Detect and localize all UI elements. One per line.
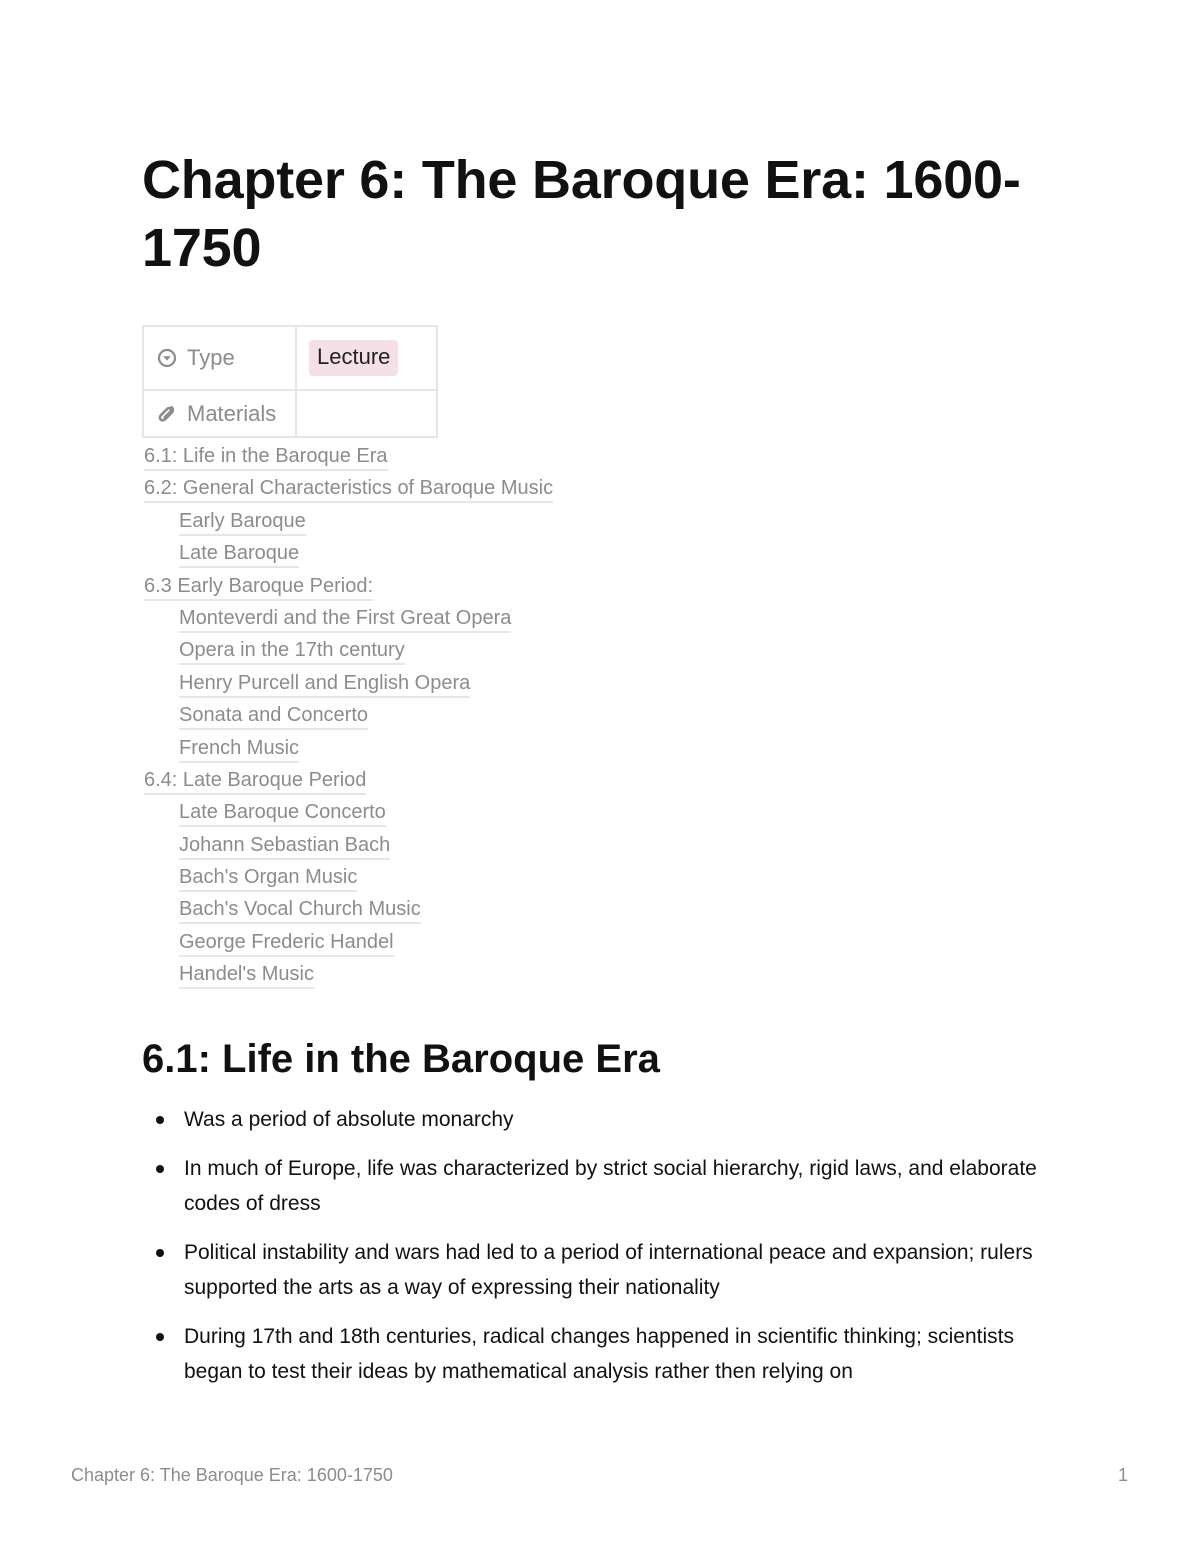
property-value-type[interactable]: [296, 326, 437, 390]
bullet-list: [142, 1102, 1072, 1403]
toc-subitem[interactable]: [144, 960, 553, 992]
toc-item[interactable]: [144, 442, 553, 474]
bullet-item: Political instability and wars had led to a period of international peace and expansion; rulers supported the arts as a way of expressing their nationality: [142, 1235, 1072, 1305]
toc-subitem[interactable]: [144, 604, 553, 636]
property-key-materials: [143, 390, 296, 437]
bullet-item: During 17th and 18th centuries, radical changes happened in scientific thinking; scientists began to test their ideas by mathematical analysis rather then relying on: [142, 1319, 1072, 1389]
page-number: 1: [1117, 1465, 1128, 1485]
paperclip-icon: [157, 404, 177, 424]
property-row-type: [143, 326, 437, 390]
property-label-type: Type: [187, 345, 235, 370]
toc-subitem[interactable]: [144, 701, 553, 733]
toc-link[interactable]: French Music: [179, 735, 299, 763]
toc-subitem[interactable]: [144, 636, 553, 668]
toc-link[interactable]: Early Baroque: [179, 508, 306, 536]
property-key-type: [143, 326, 296, 390]
toc-link[interactable]: Henry Purcell and English Opera: [179, 670, 470, 698]
toc-link[interactable]: 6.1: Life in the Baroque Era: [144, 443, 388, 471]
toc-item[interactable]: [144, 474, 553, 506]
toc-link[interactable]: Monteverdi and the First Great Opera: [179, 605, 511, 633]
toc-link[interactable]: Late Baroque: [179, 540, 299, 568]
footer-title: Chapter 6: The Baroque Era: 1600-1750: [71, 1465, 393, 1485]
bullet-item: Was a period of absolute monarchy: [142, 1102, 1072, 1137]
table-of-contents: [144, 442, 553, 993]
select-circle-icon: [157, 348, 177, 368]
toc-subitem[interactable]: [144, 895, 553, 927]
toc-subitem[interactable]: [144, 507, 553, 539]
type-tag[interactable]: Lecture: [309, 340, 398, 376]
toc-item[interactable]: [144, 572, 553, 604]
page-title: Chapter 6: The Baroque Era: 1600-1750: [142, 150, 1021, 278]
toc-link[interactable]: 6.4: Late Baroque Period: [144, 767, 366, 795]
toc-link[interactable]: Handel's Music: [179, 961, 314, 989]
toc-subitem[interactable]: [144, 928, 553, 960]
toc-subitem[interactable]: [144, 734, 553, 766]
toc-link[interactable]: George Frederic Handel: [179, 929, 394, 957]
toc-link[interactable]: Bach's Vocal Church Music: [179, 896, 421, 924]
toc-subitem[interactable]: [144, 863, 553, 895]
toc-link[interactable]: Sonata and Concerto: [179, 702, 368, 730]
bullet-item: In much of Europe, life was characterized by strict social hierarchy, rigid laws, and elaborate codes of dress: [142, 1151, 1072, 1221]
toc-link[interactable]: Opera in the 17th century: [179, 637, 405, 665]
toc-link[interactable]: Bach's Organ Music: [179, 864, 357, 892]
property-value-materials[interactable]: [296, 390, 437, 437]
toc-link[interactable]: Johann Sebastian Bach: [179, 832, 390, 860]
toc-link[interactable]: Late Baroque Concerto: [179, 799, 386, 827]
toc-link[interactable]: 6.3 Early Baroque Period:: [144, 573, 373, 601]
toc-link[interactable]: 6.2: General Characteristics of Baroque Music: [144, 475, 553, 503]
property-row-materials: [143, 390, 437, 437]
toc-subitem[interactable]: [144, 831, 553, 863]
section-heading: 6.1: Life in the Baroque Era: [142, 1037, 660, 1081]
toc-subitem[interactable]: [144, 669, 553, 701]
toc-item[interactable]: [144, 766, 553, 798]
toc-subitem[interactable]: [144, 798, 553, 830]
properties-table: [142, 325, 438, 438]
toc-subitem[interactable]: [144, 539, 553, 571]
property-label-materials: Materials: [187, 400, 277, 426]
